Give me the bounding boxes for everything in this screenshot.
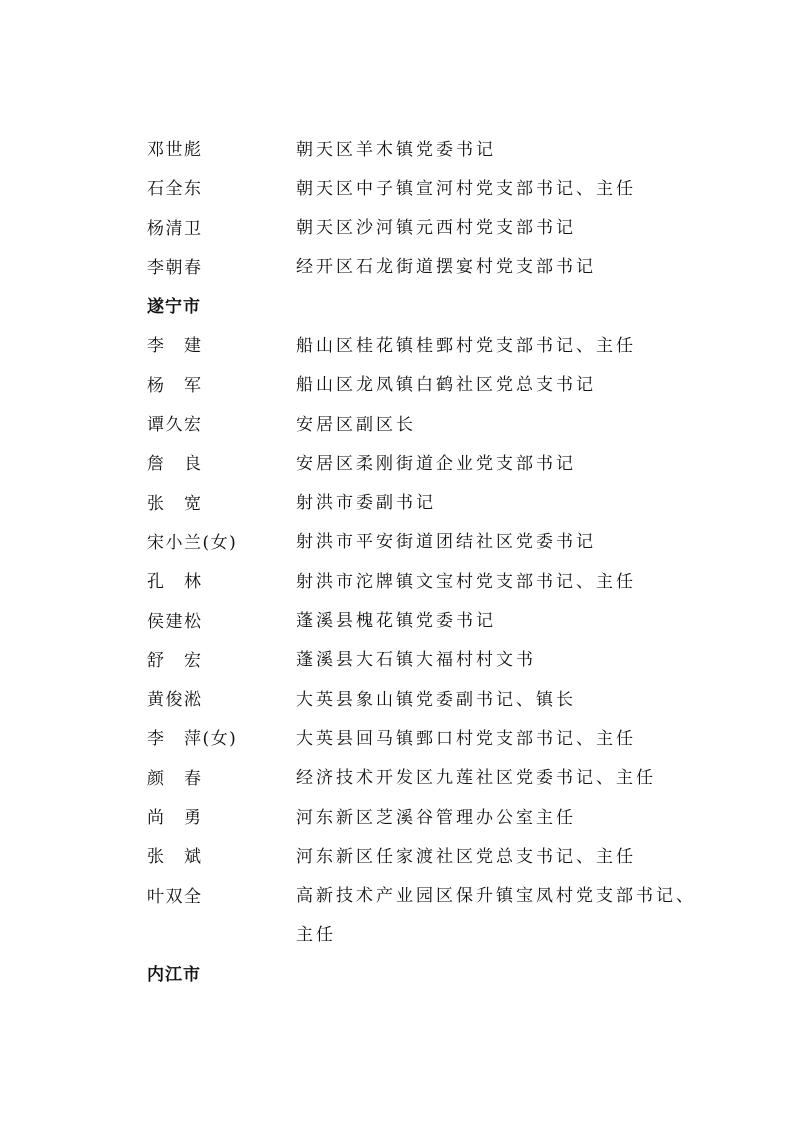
person-name: 尚 勇: [147, 808, 203, 829]
person-position: 经济技术开发区九莲社区党委书记、主任: [296, 768, 656, 789]
section-heading-neijiang: 内江市: [147, 965, 201, 986]
list-item: [147, 135, 707, 174]
person-position: 蓬溪县大石镇大福村村文书: [296, 650, 536, 671]
list-item: [147, 764, 707, 803]
person-name: 颜 春: [147, 768, 203, 789]
section-heading-suining: 遂宁市: [147, 297, 201, 318]
person-position: 射洪市委副书记: [296, 493, 436, 514]
person-name: 李 建: [147, 336, 203, 357]
person-position: 河东新区任家渡社区党总支书记、主任: [296, 846, 636, 867]
person-name: 黄俊淞: [147, 690, 203, 711]
person-position: 蓬溪县槐花镇党委书记: [296, 611, 496, 632]
list-item: [147, 567, 707, 606]
person-position: 经开区石龙街道摆宴村党支部书记: [296, 257, 596, 278]
person-name: 宋小兰(女): [147, 532, 238, 553]
list-item: [147, 410, 707, 449]
list-item: [147, 174, 707, 213]
list-item: [147, 449, 707, 488]
list-item: [147, 803, 707, 842]
person-position: 射洪市平安街道团结社区党委书记: [296, 532, 596, 553]
person-name: 李朝春: [147, 257, 203, 278]
person-name: 石全东: [147, 179, 203, 200]
person-position: 朝天区中子镇宣河村党支部书记、主任: [296, 178, 636, 199]
person-position: 河东新区芝溪谷管理办公室主任: [296, 807, 576, 828]
person-position: 大英县象山镇党委副书记、镇长: [296, 689, 576, 710]
person-name: 邓世彪: [147, 140, 203, 160]
person-name: 杨 军: [147, 375, 203, 396]
person-position: 安居区副区长: [296, 414, 416, 435]
name-list: [147, 135, 707, 1000]
person-name: 詹 良: [147, 454, 203, 475]
person-position: 船山区桂花镇桂鄄村党支部书记、主任: [296, 335, 636, 356]
list-item: [147, 646, 707, 685]
list-item: [147, 528, 707, 567]
person-position: 高新技术产业园区保升镇宝凤村党支部书记、主任: [296, 886, 696, 946]
person-position: 大英县回马镇鄄口村党支部书记、主任: [296, 728, 636, 749]
person-name: 孔 林: [147, 572, 203, 593]
person-name: 李 萍(女): [147, 729, 238, 750]
person-position: 安居区柔刚街道企业党支部书记: [296, 453, 576, 474]
list-item: [147, 214, 707, 253]
person-position: 船山区龙凤镇白鹤社区党总支书记: [296, 375, 596, 396]
list-item: [147, 371, 707, 410]
person-name: 张 宽: [147, 493, 203, 514]
list-item: [147, 253, 707, 292]
person-position: 朝天区羊木镇党委书记: [296, 139, 496, 160]
person-name: 谭久宏: [147, 415, 203, 436]
list-item: [147, 842, 707, 881]
list-item: [147, 724, 707, 763]
list-item: [147, 882, 707, 961]
list-item: [147, 489, 707, 528]
list-item: [147, 607, 707, 646]
list-item: [147, 331, 707, 370]
person-name: 侯建松: [147, 611, 203, 632]
person-name: 叶双全: [147, 886, 203, 907]
person-position: 朝天区沙河镇元西村党支部书记: [296, 218, 576, 239]
person-position: 射洪市沱牌镇文宝村党支部书记、主任: [296, 571, 636, 592]
list-item: [147, 685, 707, 724]
person-name: 舒 宏: [147, 650, 203, 671]
person-name: 张 斌: [147, 847, 203, 868]
person-name: 杨清卫: [147, 218, 203, 239]
